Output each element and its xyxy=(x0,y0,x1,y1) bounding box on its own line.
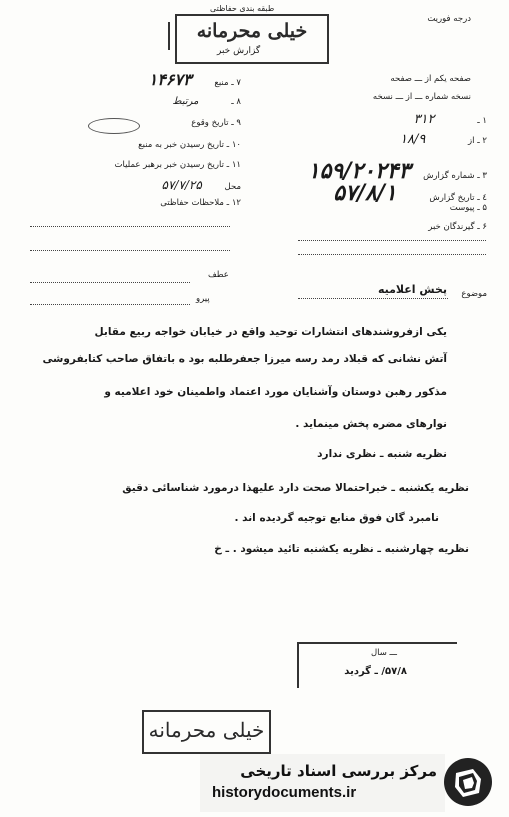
stamp-top-text: خیلی محرمانه xyxy=(196,20,308,42)
field-9 xyxy=(191,118,241,128)
field-3-value: ۱۵۹/۲۰۲۴۳ xyxy=(307,158,411,184)
stamp-bracket xyxy=(168,22,178,50)
field-7 xyxy=(149,70,241,89)
location-label: محل xyxy=(224,182,241,192)
recipients-line-2 xyxy=(298,254,486,255)
location-value: ۵۷/۷/۲۵ xyxy=(161,178,202,192)
opinion-saturday: نظریه شنبه ـ نظری ندارد xyxy=(317,448,447,460)
field-1 xyxy=(414,112,487,127)
classification-label: درجه فوریت xyxy=(427,14,471,24)
watermark-url: historydocuments.ir xyxy=(212,784,357,801)
handwritten-circle xyxy=(88,118,140,134)
page-label: صفحه یکم از ـــ صفحه xyxy=(390,74,471,84)
stamp-bottom-text: خیلی محرمانه xyxy=(148,718,265,742)
opinion-sunday: نظریه یکشنبه ـ خبراحتمالا صحت دارد علیهذا درمورد شناسائی دقیق xyxy=(122,482,469,494)
location-field xyxy=(162,178,242,192)
copy-label: نسخه شماره ـــ از ـــ نسخه xyxy=(372,92,471,102)
stamp-top-sub: گزارش خبر xyxy=(217,46,261,56)
field-6-label: ۶ ـ گیرندگان خبر xyxy=(428,222,487,232)
peyro-line xyxy=(30,304,190,305)
body-line-3: مذکور رهبن دوستان وآشنایان مورد اعتماد واطمینان خود اعلامیه و xyxy=(104,386,447,398)
top-classification-stamp xyxy=(175,14,329,64)
field-2-value: ۱۸/۹ xyxy=(400,132,426,147)
recipients-line-1 xyxy=(298,240,486,241)
field-10-label: ۱۰ ـ تاریخ رسیدن خبر به منبع xyxy=(138,140,241,150)
subject-label: موضوع xyxy=(461,289,487,299)
field-5 xyxy=(450,203,487,213)
opinion-sunday-cont: نامبرد گان فوق منابع توجیه گردیده اند . xyxy=(234,512,439,524)
bottom-classification-stamp xyxy=(142,710,271,754)
archive-logo-icon xyxy=(443,757,493,807)
field-8 xyxy=(172,96,241,107)
atf-label: عطف xyxy=(208,270,229,280)
field-11 xyxy=(114,160,241,170)
field-8-value: مرتبط xyxy=(172,96,199,107)
field-5-label: ۵ ـ پیوست xyxy=(449,203,487,213)
field-6 xyxy=(428,222,487,232)
field-2 xyxy=(400,132,487,147)
field-4-value: ۵۷/۸/۱ xyxy=(333,180,397,206)
opinion-wednesday: نظریه چهارشنبه ـ نظریه یکشنبه تائید میشود . ـ خ xyxy=(214,543,469,555)
field-4-label: ٤ ـ تاریخ گزارش xyxy=(429,193,487,203)
body-line-1: یکی ازفروشندهای انتشارات توحید واقع در خیابان خواجه ربیع مقابل xyxy=(94,326,447,338)
notes-line-1 xyxy=(30,226,230,227)
field-1-value: ۳۱۲ xyxy=(413,112,435,127)
field-12-label: ۱۲ ـ ملاحظات حفاظتی xyxy=(160,198,241,208)
unit-label: طبقه بندی حفاظتی xyxy=(210,4,275,13)
field-2-label: ۲ ـ از xyxy=(468,136,487,146)
field-10 xyxy=(138,140,241,150)
notes-line-2 xyxy=(30,250,230,251)
peyro-label: پیرو xyxy=(196,294,210,304)
body-line-2: آتش نشانی که قبلاد رمد رسه میرزا جعفرطلبه بود ه باتفاق صاحب کتابفروشی xyxy=(42,353,447,365)
field-9-label: ۹ ـ تاریخ وقوع xyxy=(191,118,241,128)
receipt-stamp-line2: ۵۷/۸/ ـ گردید xyxy=(344,666,407,677)
field-3-label: ۳ ـ شماره گزارش xyxy=(423,171,487,181)
field-7-value: ۱۴۶۷۳ xyxy=(148,70,192,89)
field-11-label: ۱۱ ـ تاریخ رسیدن خبر برهبر عملیات xyxy=(114,160,241,170)
field-1-label: ۱ ـ xyxy=(477,116,487,126)
field-8-label: ۸ ـ xyxy=(231,97,241,107)
field-7-label: ۷ ـ منبع xyxy=(214,78,241,88)
field-12 xyxy=(160,198,241,208)
subject-value: پخش اعلامیه xyxy=(377,283,447,296)
receipt-stamp xyxy=(297,642,457,688)
subject-line xyxy=(298,298,448,299)
watermark-title: مرکز بررسی اسناد تاریخی xyxy=(240,762,437,780)
atf-line xyxy=(30,282,190,283)
receipt-stamp-line1: ـــ سال xyxy=(370,648,397,658)
body-line-4: نوارهای مضره پخش مینماید . xyxy=(295,418,447,430)
